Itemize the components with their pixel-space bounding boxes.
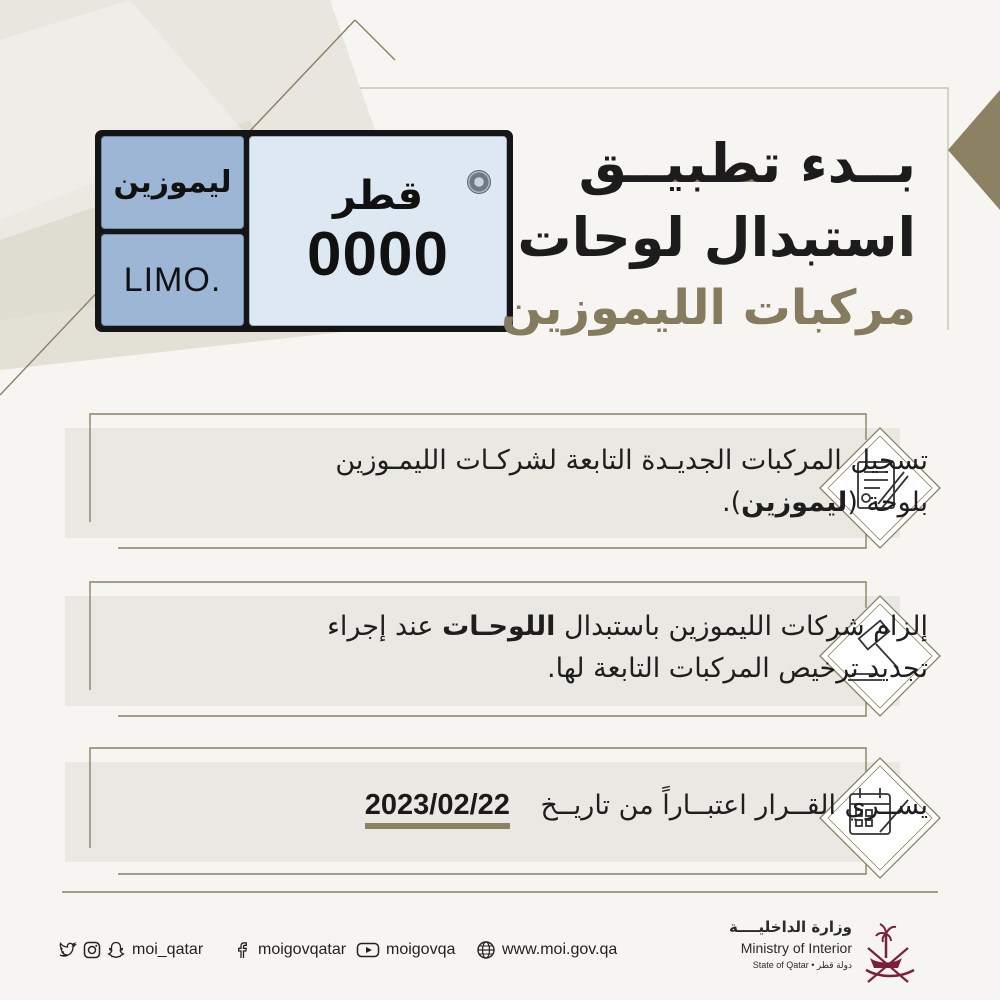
twitter-icon[interactable]: [58, 940, 78, 960]
info-1-line-2: [98, 482, 928, 524]
plate-type-ar: ليموزين: [113, 165, 232, 200]
facebook-text[interactable]: moigovqatar: [258, 941, 347, 958]
info-item-3: [98, 784, 928, 827]
info-item-2: [98, 606, 928, 690]
info-2-line-1-bold: اللوحـات: [442, 611, 556, 642]
info-1-line-2-pre: بلوحة (: [847, 487, 928, 518]
qatar-emblem-icon: [860, 918, 922, 988]
info-2-line-2: تجديد ترخيص المركبات التابعة لها.: [547, 653, 928, 684]
snapchat-icon[interactable]: [106, 940, 126, 960]
social-handle-text[interactable]: moi_qatar: [132, 941, 204, 958]
info-2-line-1: [98, 606, 928, 648]
info-1-line-2-bold: ليموزين: [741, 487, 848, 518]
facebook-group[interactable]: [232, 936, 346, 964]
plate-type-en-cell: [101, 234, 244, 326]
info-item-1: [98, 440, 928, 524]
instagram-icon[interactable]: [82, 940, 102, 960]
facebook-icon[interactable]: [232, 940, 252, 960]
plate-type-ar-cell: [101, 136, 244, 229]
website-group[interactable]: [476, 936, 617, 964]
info-3-text: يســري القــرار اعتبــاراً من تاريــخ: [540, 790, 928, 821]
ministry-name-en: Ministry of Interior: [740, 940, 852, 956]
website-text[interactable]: www.moi.gov.qa: [502, 941, 618, 958]
plate-number: 0000: [307, 219, 449, 289]
plate-type-en: LIMO.: [123, 260, 222, 299]
page-title-line-2: استبدال لوحات: [517, 206, 916, 269]
info-1-line-1: تسجيل المركبات الجديـدة التابعة لشركـات الليمـوزين: [335, 445, 928, 476]
ministry-name-ar: وزارة الداخليــــة: [728, 918, 852, 936]
globe-icon[interactable]: [476, 940, 496, 960]
info-2-line-1-pre: إلزام شركات الليموزين باستبدال: [555, 611, 928, 642]
info-1-line-2-post: ).: [722, 487, 742, 518]
emblem-icon: [467, 170, 491, 194]
youtube-group[interactable]: [356, 936, 455, 964]
effective-date-text: 2023/02/22: [364, 789, 510, 821]
effective-date-underline: [365, 823, 510, 829]
plate-country: قطر: [332, 172, 424, 219]
effective-date: [365, 784, 510, 827]
license-plate: [95, 130, 513, 332]
youtube-icon[interactable]: [356, 940, 380, 960]
plate-main-cell: [249, 136, 507, 326]
page-title-line-3: مركبات الليموزين: [501, 280, 916, 336]
social-handle-group[interactable]: [58, 936, 203, 964]
ministry-logo-block: [728, 918, 930, 988]
info-2-line-1-post: عند إجراء: [327, 611, 443, 642]
ministry-state: State of Qatar • دولة قطر: [752, 960, 852, 970]
youtube-text[interactable]: moigovqa: [386, 941, 456, 958]
page-title-line-1: بــدء تطبيــق: [578, 132, 916, 195]
